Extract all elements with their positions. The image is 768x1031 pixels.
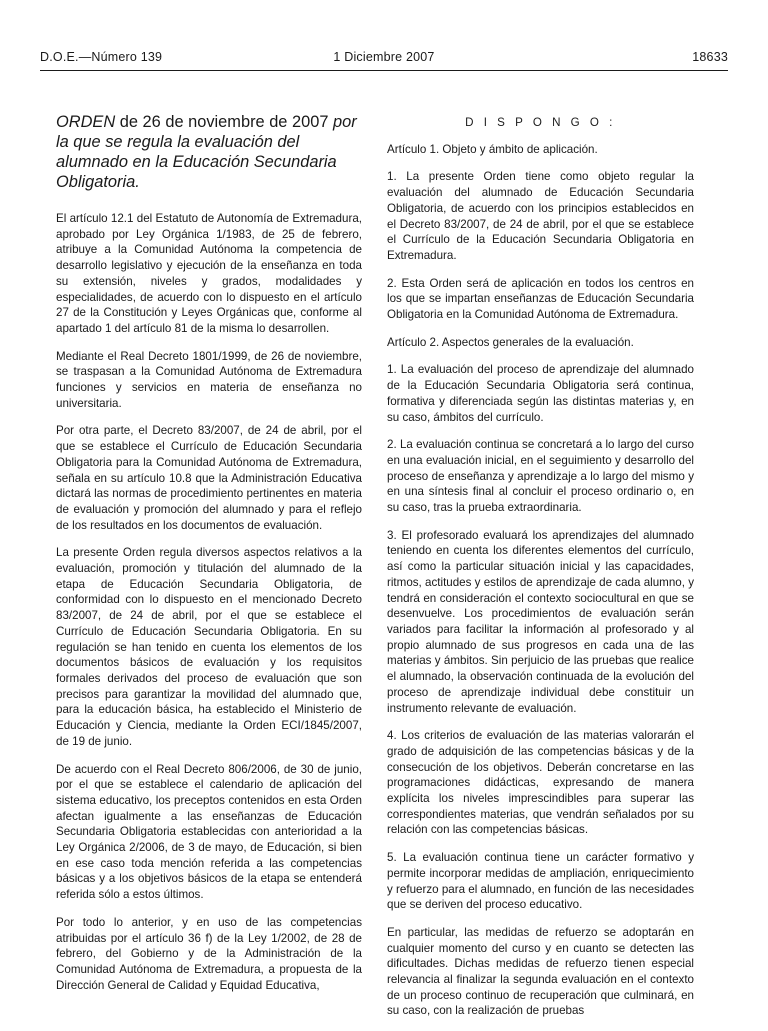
paragraph: En particular, las medidas de refuerzo se adoptarán en cualquier momento del curso y en cuanto se detecten las dificultades. Dichas medidas de refuerzo tienen especial relevancia al finalizar la segunda evaluación en el contexto de un proceso continuo de recuperación que culminará, en su caso, con la realización de pruebas — [387, 925, 694, 1018]
paragraph: 2. La evaluación continua se concretará a lo largo del curso en una evaluación inicial, en el seguimiento y desarrollo del proceso de enseñanza y aprendizaje a lo largo del mismo y en una síntesis final al concluir el proceso ordinario o, en su caso, tras la prueba extraordinaria. — [387, 438, 694, 515]
paragraph: 3. El profesorado evaluará los aprendizajes del alumnado teniendo en cuenta los diferentes elementos del currículo, así como la particular situación inicial y las capacidades, ritmos, actitudes y estilos de aprendizaje de cada alumno, y tendrá en consideración el contexto sociocultural en que se desenvuelve. Los procedimientos de evaluación serán variados para facilitar la información al profesorado y al propio alumnado de sus progresos en cada una de las materias y ámbitos. Sin perjuicio de las pruebas que realice el alumnado, la observación continuada de la evolución del proceso de aprendizaje individual debe constituir un instrumento relevante de evaluación. — [387, 528, 694, 715]
paragraph: Mediante el Real Decreto 1801/1999, de 26 de noviembre, se traspasan a la Comunidad Autónoma de Extremadura funciones y servicios en materia de enseñanza no universitaria. — [56, 349, 362, 410]
title-date: de 26 de noviembre de 2007 — [115, 113, 333, 131]
left-column — [56, 112, 362, 1005]
page-number: 18633 — [692, 50, 728, 64]
title-order-word: ORDEN — [56, 113, 116, 131]
paragraph: 2. Esta Orden será de aplicación en todos los centros en los que se impartan enseñanzas de Educación Secundaria Obligatoria en la Comunidad Autónoma de Extremadura. — [387, 276, 694, 322]
article-1-heading: Artículo 1. Objeto y ámbito de aplicación. — [387, 142, 598, 156]
paragraph: La presente Orden regula diversos aspectos relativos a la evaluación, promoción y titulación del alumnado de la etapa de Educación Secundaria Obligatoria, de conformidad con lo dispuesto en el mencionado Decreto 83/2007, de 24 de abril, por el que se establece el Currículo de Educación Secundaria Obligatoria. En su regulación se han tenido en cuenta los elementos de los documentos básicos de evaluación y los requisitos formales derivados del proceso de evaluación que son precisos para garantizar la movilidad del alumnado que, para la educación básica, ha establecido el Ministerio de Educación y Ciencia, mediante la Orden ECI/1845/2007, de 19 de junio. — [56, 546, 362, 748]
title-subject: por la que se regula la evaluación del alumnado en la Educación Secundaria Obligatoria. — [56, 113, 357, 191]
paragraph: 1. La presente Orden tiene como objeto regular la evaluación del alumnado de Educación Secundaria Obligatoria, de acuerdo con los principios establecidos en el Decreto 83/2007, de 24 de abril, por el que se establece el Currículo de la Educación Secundaria Obligatoria en Extremadura. — [387, 170, 694, 262]
paragraph: 5. La evaluación continua tiene un carácter formativo y permite incorporar medidas de ampliación, enriquecimiento y refuerzo para el alumnado, en función de las necesidades que se deriven del proceso educativo. — [387, 851, 694, 912]
paragraph: El artículo 12.1 del Estatuto de Autonomía de Extremadura, aprobado por Ley Orgánica 1/1983, de 25 de febrero, atribuye a la Comunidad Autónoma la competencia de desarrollo legislativo y ejecución de la enseñanza en toda su extensión, niveles y grados, modalidades y especialidades, de acuerdo con lo dispuesto en el artículo 27 de la Constitución y Leyes Orgánicas que, conforme al apartado 1 del artículo 81 de la misma lo desarrollen. — [56, 212, 362, 335]
paragraph: De acuerdo con el Real Decreto 806/2006, de 30 de junio, por el que se establece el calendario de aplicación del sistema educativo, los preceptos contenidos en esta Orden afectan igualmente a las enseñanzas de Educación Secundaria Obligatoria establecidas con anterioridad a la Ley Orgánica 2/2006, de 3 de mayo, de Educación, si bien en ese caso toda mención referida a las competencias básicas y a los objetivos básicos de la etapa se entenderá referida sólo a estos últimos. — [56, 762, 362, 902]
paragraph: 4. Los criterios de evaluación de las materias valorarán el grado de adquisición de las competencias básicas y de la consecución de los objetivos. Deberán concretarse en las programaciones didácticas, expresando de manera explícita los niveles imprescindibles para superar las correspondientes materias, que vendrán señalados por su relación con las competencias básicas. — [387, 729, 694, 837]
paragraph: 1. La evaluación del proceso de aprendizaje del alumnado de la Educación Secundaria Obligatoria será continua, formativa y diferenciada según las distintas materias y, en su caso, ámbitos del currículo. — [387, 363, 694, 424]
paragraph: Por otra parte, el Decreto 83/2007, de 24 de abril, por el que se establece el Currículo de Educación Secundaria Obligatoria para la Comunidad Autónoma de Extremadura, señala en su artículo 10.8 que la Administración Educativa dictará las normas de procedimiento pertinentes en materia de evaluación y promoción del alumnado y para el reflejo de los resultados en los documentos de evaluación. — [56, 424, 362, 532]
dispongo-heading: D I S P O N G O : — [465, 116, 616, 129]
article-2-heading: Artículo 2. Aspectos generales de la evaluación. — [387, 335, 634, 349]
page-header — [40, 50, 728, 68]
paragraph: Por todo lo anterior, y en uso de las competencias atribuidas por el artículo 36 f) de la Ley 1/2002, de 28 de febrero, del Gobierno y de la Administración de la Comunidad Autónoma de Extremadura, a propuesta de la Dirección General de Calidad y Equidad Educativa, — [56, 915, 362, 992]
order-title — [56, 112, 362, 192]
publication-date: 1 Diciembre 2007 — [333, 50, 435, 64]
journal-number: D.O.E.—Número 139 — [40, 50, 163, 64]
header-rule — [40, 70, 728, 71]
right-column — [387, 112, 694, 1031]
